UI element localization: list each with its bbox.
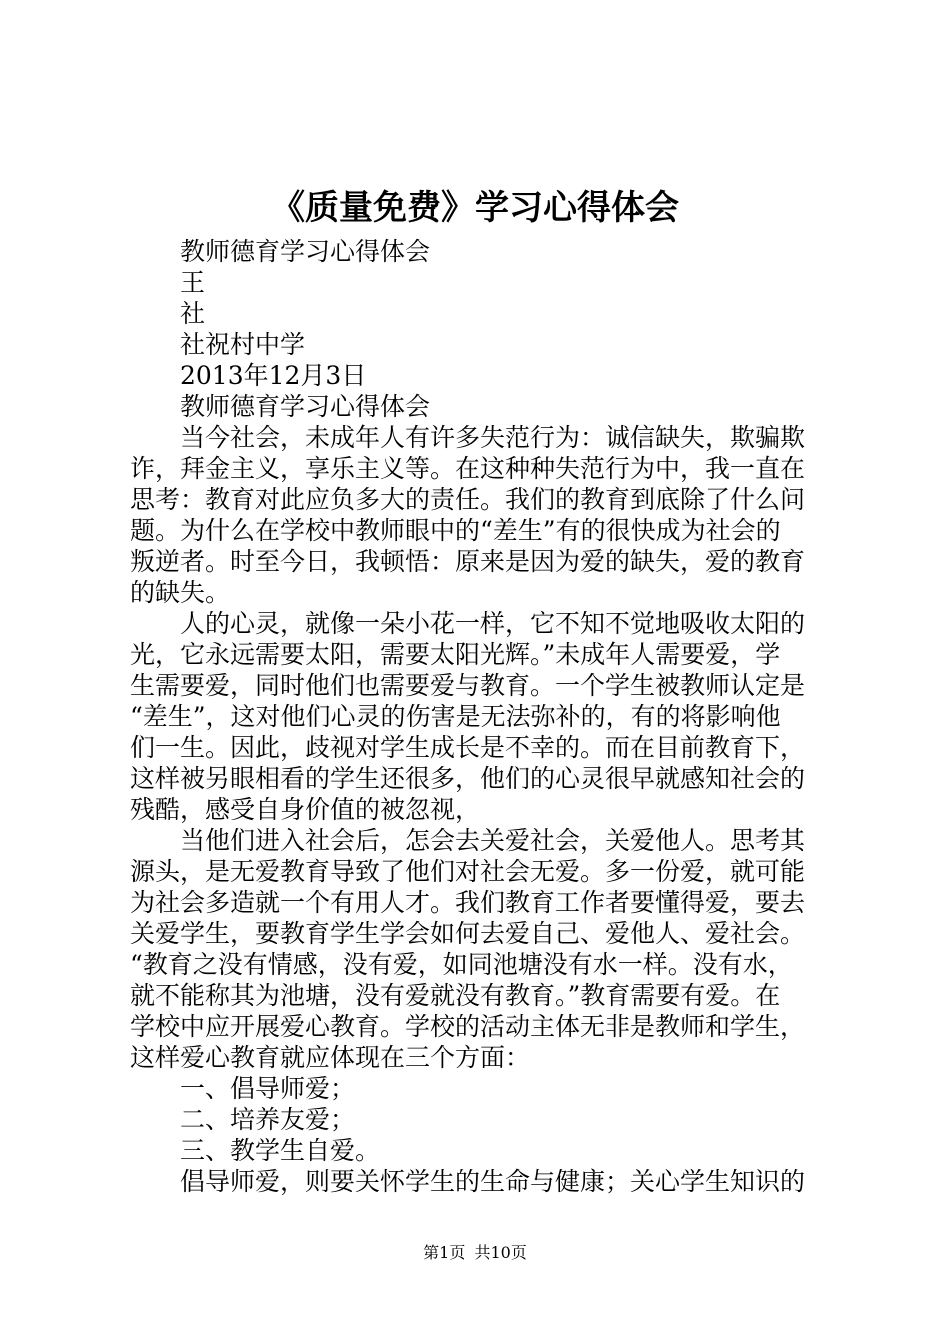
body-line: 叛逆者。时至今日，我顿悟：原来是因为爱的缺失，爱的教育: [130, 547, 806, 576]
body-line: 当今社会，未成年人有许多失范行为：诚信缺失，欺骗欺: [180, 423, 806, 452]
body-line: 人的心灵，就像一朵小花一样，它不知不觉地吸收太阳的: [180, 609, 806, 638]
body-line: 源头，是无爱教育导致了他们对社会无爱。多一份爱，就可能: [130, 857, 806, 886]
body-line: 们一生。因此，歧视对学生成长是不幸的。而在目前教育下，: [130, 733, 806, 762]
body-line: 倡导师爱，则要关怀学生的生命与健康；关心学生知识的: [180, 1167, 806, 1196]
header-line: 社祝村中学: [180, 330, 306, 359]
body-line: 关爱学生，要教育学生学会如何去爱自己、爱他人、爱社会。: [130, 919, 806, 948]
body-line: 生需要爱，同时他们也需要爱与教育。一个学生被教师认定是: [130, 671, 806, 700]
page-number: 第1页: [423, 1243, 466, 1262]
body-line: “差生”，这对他们心灵的伤害是无法弥补的，有的将影响他: [130, 702, 781, 731]
header-line: 王: [180, 268, 206, 297]
body-line: 的缺失。: [130, 578, 231, 607]
body-line: 当他们进入社会后，怎会去关爱社会，关爱他人。思考其: [180, 826, 806, 855]
body-line: 这样爱心教育就应体现在三个方面：: [130, 1043, 531, 1072]
body-line: 为社会多造就一个有用人才。我们教育工作者要懂得爱，要去: [130, 888, 806, 917]
header-line: 2013年12月3日: [180, 361, 367, 390]
header-line: 教师德育学习心得体会: [180, 392, 431, 421]
document-body: [130, 236, 830, 1197]
list-item: 三、教学生自爱。: [180, 1136, 381, 1165]
page-footer: [0, 1242, 950, 1264]
page-total: 共10页: [474, 1243, 527, 1262]
body-line: “教育之没有情感，没有爱，如同池塘没有水一样。没有水，: [130, 950, 793, 979]
body-line: 学校中应开展爱心教育。学校的活动主体无非是教师和学生，: [130, 1012, 806, 1041]
header-line: 社: [180, 299, 206, 328]
document-title: 《质量免费》学习心得体会: [271, 188, 679, 228]
body-line: 思考：教育对此应负多大的责任。我们的教育到底除了什么问: [130, 485, 806, 514]
header-line: 教师德育学习心得体会: [180, 237, 431, 266]
body-line: 这样被另眼相看的学生还很多，他们的心灵很早就感知社会的: [130, 764, 806, 793]
body-line: 光，它永远需要太阳，需要太阳光辉。”未成年人需要爱，学: [130, 640, 781, 669]
body-line: 诈，拜金主义，享乐主义等。在这种种失范行为中，我一直在: [130, 454, 806, 483]
list-item: 一、倡导师爱；: [180, 1074, 356, 1103]
body-line: 题。为什么在学校中教师眼中的“差生”有的很快成为社会的: [130, 516, 781, 545]
body-line: 就不能称其为池塘，没有爱就没有教育。”教育需要有爱。在: [130, 981, 781, 1010]
body-line: 残酷，感受自身价值的被忽视，: [130, 795, 481, 824]
list-item: 二、培养友爱；: [180, 1105, 356, 1134]
